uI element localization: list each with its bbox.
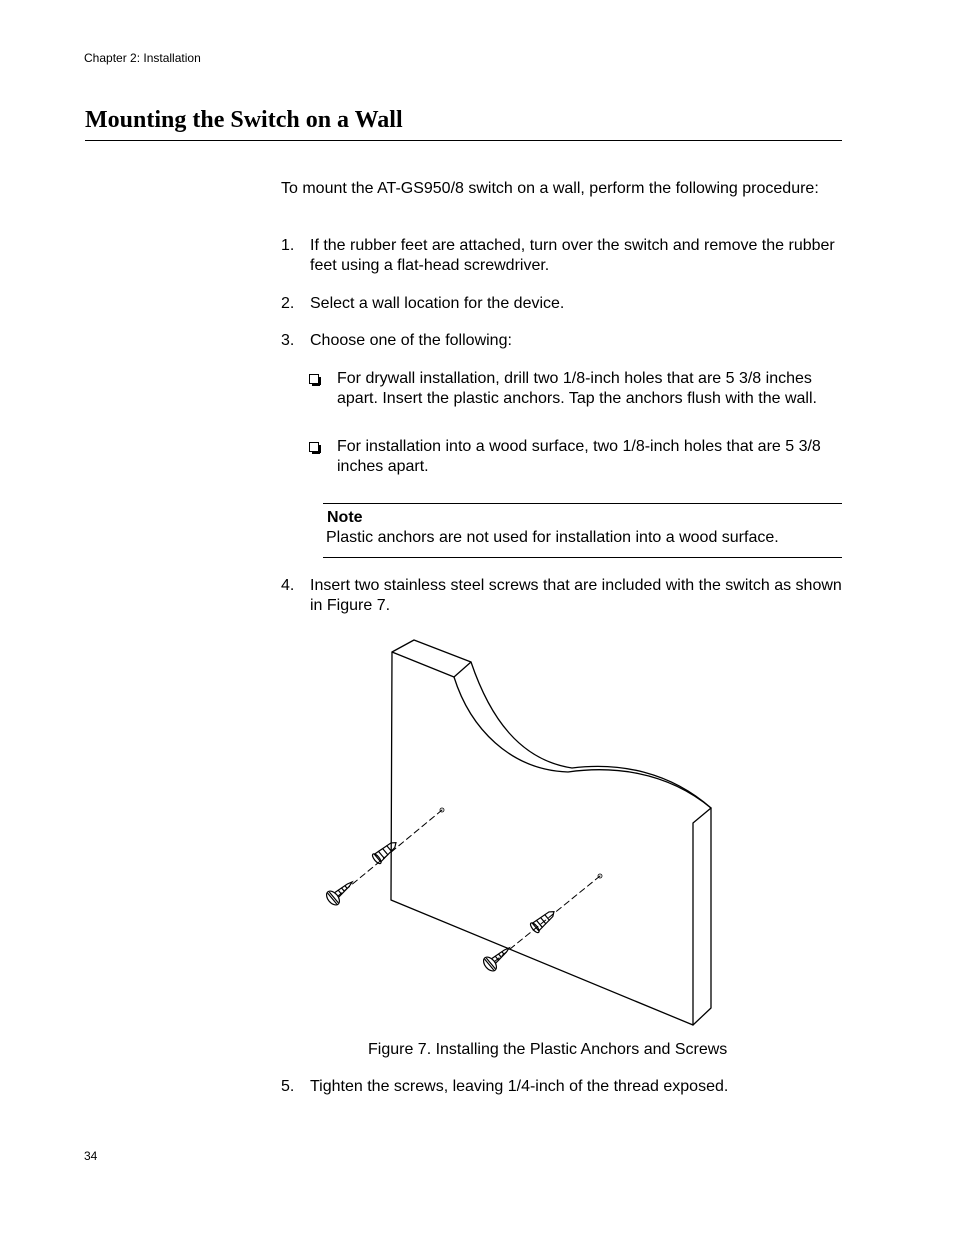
running-head: Chapter 2: Installation [84,51,201,65]
checkbox-bullet-icon [309,374,319,384]
step-number: 3. [281,332,295,349]
title-rule [85,140,842,141]
step-text: Choose one of the following: [310,332,512,349]
alignment-lines [338,810,600,962]
step-text: If the rubber feet are attached, turn over the switch and remove the rubber feet using a flat-head screwdriver. [310,237,835,274]
plastic-anchor-upper [371,838,400,865]
option-text: For installation into a wood surface, two 1/8-inch holes that are 5 3/8 inches apart. [337,438,821,475]
note-box [323,503,842,558]
step-4 [281,576,843,616]
step-number: 5. [281,1078,295,1095]
step-1 [281,236,843,276]
step-5 [281,1077,843,1097]
wall-panel [391,640,711,1025]
step-text: Select a wall location for the device. [310,295,565,312]
option-wood [309,437,843,477]
option-text: For drywall installation, drill two 1/8-inch holes that are 5 3/8 inches apart. Insert the plastic anchors. Tap the anchors flush with the wall. [337,370,817,407]
step-number: 4. [281,577,295,594]
step-text: Insert two stainless steel screws that are included with the switch as shown in Figure 7. [310,577,842,614]
step-3 [281,331,843,351]
note-text: Plastic anchors are not used for installation into a wood surface. [326,529,779,546]
step-text: Tighten the screws, leaving 1/4-inch of the thread exposed. [310,1078,729,1095]
section-title: Mounting the Switch on a Wall [85,107,403,133]
step-number: 2. [281,295,295,312]
option-drywall [309,369,843,409]
plastic-anchor-lower [529,907,558,934]
figure-caption: Figure 7. Installing the Plastic Anchors and Screws [368,1041,728,1058]
screw-lower [481,942,514,974]
screw-upper [324,876,357,908]
note-label: Note [327,509,363,526]
checkbox-bullet-icon [309,442,319,452]
page-number: 34 [84,1149,98,1163]
wall-mounting-illustration [300,630,730,1035]
intro-paragraph: To mount the AT-GS950/8 switch on a wall, perform the following procedure: [281,180,819,197]
step-number: 1. [281,237,295,254]
step-2 [281,294,843,314]
